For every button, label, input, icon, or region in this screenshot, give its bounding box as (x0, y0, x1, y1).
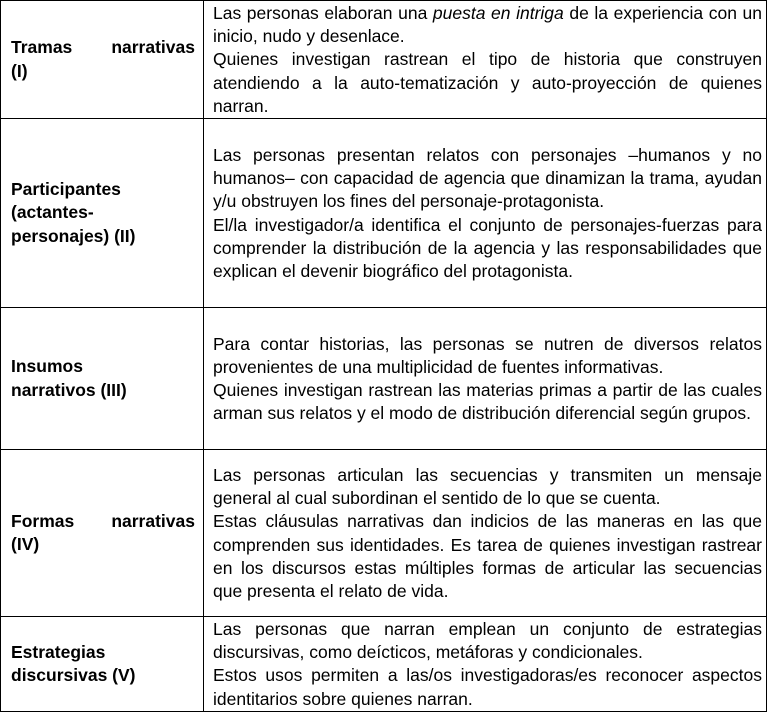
description-paragraph: Quienes investigan rastrean el tipo de historia que construyen atendiendo a la auto-tematización y auto-proyección de quienes narran. (213, 49, 762, 116)
row-label (1, 308, 204, 450)
table-row (1, 119, 767, 308)
table-row (1, 450, 767, 617)
label-line: Tramas narrativas (11, 37, 195, 58)
row-description (204, 450, 767, 617)
label-line: Insumos (11, 356, 83, 377)
description-paragraph: Estos usos permiten a las/os investigadoras/es reconocer aspectos identitarios sobre quienes narran. (213, 665, 762, 709)
description-paragraph: Estas cláusulas narrativas dan indicios de las maneras en las que comprenden sus identidades. Es tarea de quienes investigan rastrear en los discursos estas múltiples formas de articular las secuencias que presenta el relato de vida. (213, 511, 762, 601)
table-row (1, 308, 767, 450)
label-line: narrativos (III) (11, 379, 127, 400)
italic-term: puesta en intriga (432, 3, 564, 23)
description-paragraph: El/la investigador/a identifica el conjunto de personajes-fuerzas para comprender la distribución de la agencia y las responsabilidades que explican el devenir biográfico del protagonista. (213, 214, 762, 281)
description-paragraph: Para contar historias, las personas se nutren de diversos relatos provenientes de una multiplicidad de fuentes informativas. (213, 333, 762, 377)
table-row (1, 617, 767, 712)
row-label (1, 119, 204, 308)
description-paragraph: Las personas que narran emplean un conjunto de estrategias discursivas, como deícticos, metáforas y condicionales. (213, 619, 762, 663)
label-line: Formas narrativas (11, 510, 195, 531)
row-label (1, 450, 204, 617)
label-line: (IV) (11, 534, 40, 555)
description-paragraph: Las personas articulan las secuencias y transmiten un mensaje general al cual subordinan el sentido de lo que se cuenta. (213, 464, 762, 509)
label-line: (actantes- (11, 202, 94, 223)
label-line: (I) (11, 60, 28, 81)
description-paragraph: Las personas elaboran una puesta en intriga de la experiencia con un inicio, nudo y desenlace. (213, 3, 762, 47)
label-line: Estrategias (11, 641, 106, 662)
label-line: discursivas (V) (11, 664, 136, 685)
row-description (204, 1, 767, 119)
row-description (204, 119, 767, 308)
label-line: personajes) (II) (11, 225, 136, 246)
description-paragraph: Las personas presentan relatos con personajes –humanos y no humanos– con capacidad de agencia que dinamizan la trama, ayudan y/u obstruyen los fines del personaje-protagonista. (213, 144, 762, 212)
row-description (204, 617, 767, 712)
table-row (1, 1, 767, 119)
row-description (204, 308, 767, 450)
label-line: Participantes (11, 179, 121, 200)
row-label (1, 1, 204, 119)
description-paragraph: Quienes investigan rastrean las materias primas a partir de las cuales arman sus relatos y el modo de distribución diferencial según grupos. (213, 380, 762, 424)
row-label (1, 617, 204, 712)
